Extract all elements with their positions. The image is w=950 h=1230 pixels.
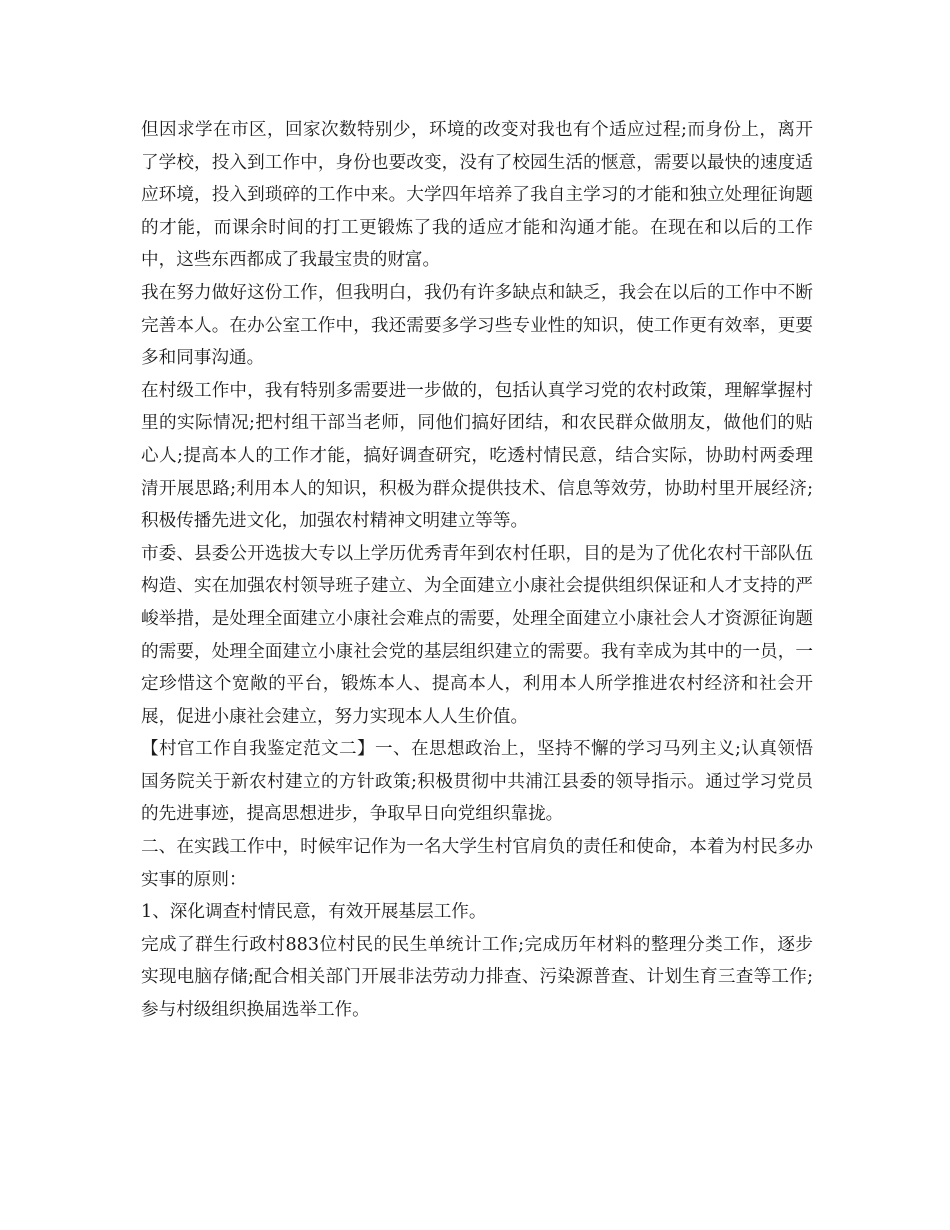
- paragraph-self-improvement: 我在努力做好这份工作，但我明白，我仍有许多缺点和缺乏，我会在以后的工作中不断完善本人。在办公室工作中，我还需要多学习些专业性的知识，使工作更有效率，更要多和同事沟通。: [141, 282, 813, 369]
- paragraph-village-work: 在村级工作中，我有特别多需要进一步做的，包括认真学习党的农村政策，理解掌握村里的实际情况;把村组干部当老师，同他们搞好团结，和农民群众做朋友，做他们的贴心人;提高本人的工作才能，搞好调查研究，吃透村情民意，结合实际，协助村两委理清开展思路;利用本人的知识，积极为群众提供技术、信息等效劳，协助村里开展经济;积极传播先进文化，加强农村精神文明建立等等。: [141, 380, 813, 532]
- paragraph-sample-two-politics: 【村官工作自我鉴定范文二】一、在思想政治上，坚持不懈的学习马列主义;认真领悟国务院关于新农村建立的方针政策;积极贯彻中共浦江县委的领导指示。通过学习党员的先进事迹，提高思想进步，争取早日向党组织靠拢。: [141, 739, 813, 825]
- paragraph-practice-work: 二、在实践工作中，时候牢记作为一名大学生村官肩负的责任和使命，本着为村民多办实事的原则：: [141, 837, 813, 890]
- paragraph-selection-policy: 市委、县委公开选拔大专以上学历优秀青年到农村任职，目的是为了优化农村干部队伍构造、实在加强农村领导班子建立、为全面建立小康社会提供组织保证和人才支持的严峻举措，是处理全面建立小康社会难点的需要，处理全面建立小康社会人才资源征询题的需要，处理全面建立小康社会党的基层组织建立的需要。我有幸成为其中的一员，一定珍惜这个宽敞的平台，锻炼本人、提高本人，利用本人所学推进农村经济和社会开展，促进小康社会建立，努力实现本人人生价值。: [141, 543, 813, 727]
- paragraph-adaptation: 但因求学在市区，回家次数特别少，环境的改变对我也有个适应过程;而身份上，离开了学校，投入到工作中，身份也要改变，没有了校园生活的惬意，需要以最快的速度适应环境，投入到琐碎的工作中来。大学四年培养了我自主学习的才能和独立处理征询题的才能，而课余时间的打工更锻炼了我的适应才能和沟通才能。在现在和以后的工作中，这些东西都成了我最宝贵的财富。: [141, 120, 813, 271]
- paragraph-completed-tasks: 完成了群生行政村883位村民的民生单统计工作;完成历年材料的整理分类工作，逐步实现电脑存储;配合相关部门开展非法劳动力排查、污染源普查、计划生育三查等工作;参与村级组织换届选举工作。: [141, 934, 813, 1021]
- document-body: [141, 114, 813, 1027]
- paragraph-item-1: 1、深化调查村情民意，有效开展基层工作。: [141, 902, 487, 923]
